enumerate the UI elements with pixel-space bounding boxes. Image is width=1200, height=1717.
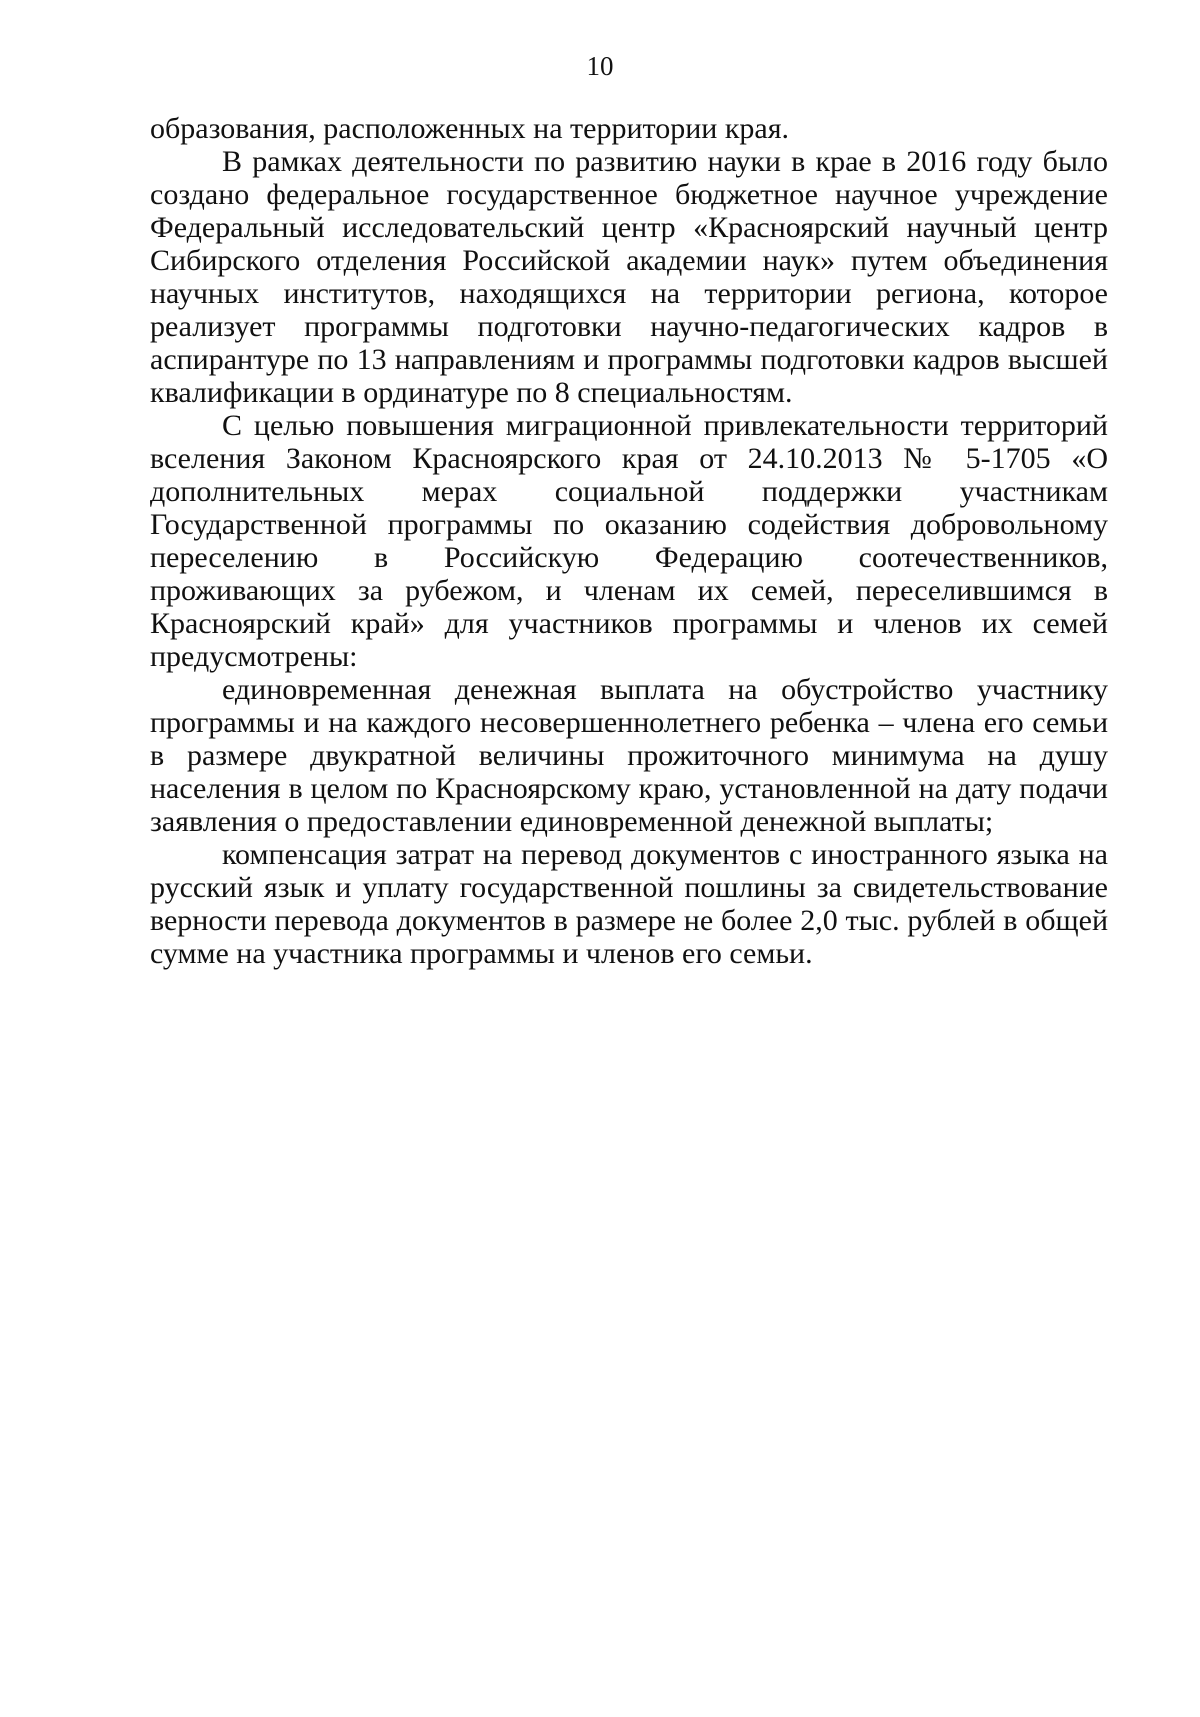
paragraph-lump-sum-payment: единовременная денежная выплата на обустройство участнику программы и на каждого несовершеннолетнего ребенка – члена его семьи в размере двукратной величины прожиточного минимума на душу населения в целом по Красноярскому краю, установленной на дату подачи заявления о предоставлении единовременной денежной выплаты; bbox=[150, 673, 1108, 838]
document-body bbox=[150, 112, 1108, 970]
page-number: 10 bbox=[586, 51, 614, 81]
paragraph-continuation: образования, расположенных на территории края. bbox=[150, 112, 790, 145]
paragraph-translation-compensation: компенсация затрат на перевод документов с иностранного языка на русский язык и уплату государственной пошлины за свидетельствование верности перевода документов в размере не более 2,0 тыс. рублей в общей сумме на участника программы и членов его семьи. bbox=[150, 838, 1108, 970]
paragraph-science-center: В рамках деятельности по развитию науки в крае в 2016 году было создано федеральное государственное бюджетное научное учреждение Федеральный исследовательский центр «Красноярский научный центр Сибирского отделения Российской академии наук» путем объединения научных институтов, находящихся на территории региона, которое реализует программы подготовки научно-педагогических кадров в аспирантуре по 13 направлениям и программы подготовки кадров высшей квалификации в ординатуре по 8 специальностям. bbox=[150, 145, 1108, 409]
paragraph-migration-law: С целью повышения миграционной привлекательности территорий вселения Законом Красноярского края от 24.10.2013 № 5-1705 «О дополнительных мерах социальной поддержки участникам Государственной программы по оказанию содействия добровольному переселению в Российскую Федерацию соотечественников, проживающих за рубежом, и членам их семей, переселившимся в Красноярский край» для участников программы и членов их семей предусмотрены: bbox=[150, 409, 1108, 673]
